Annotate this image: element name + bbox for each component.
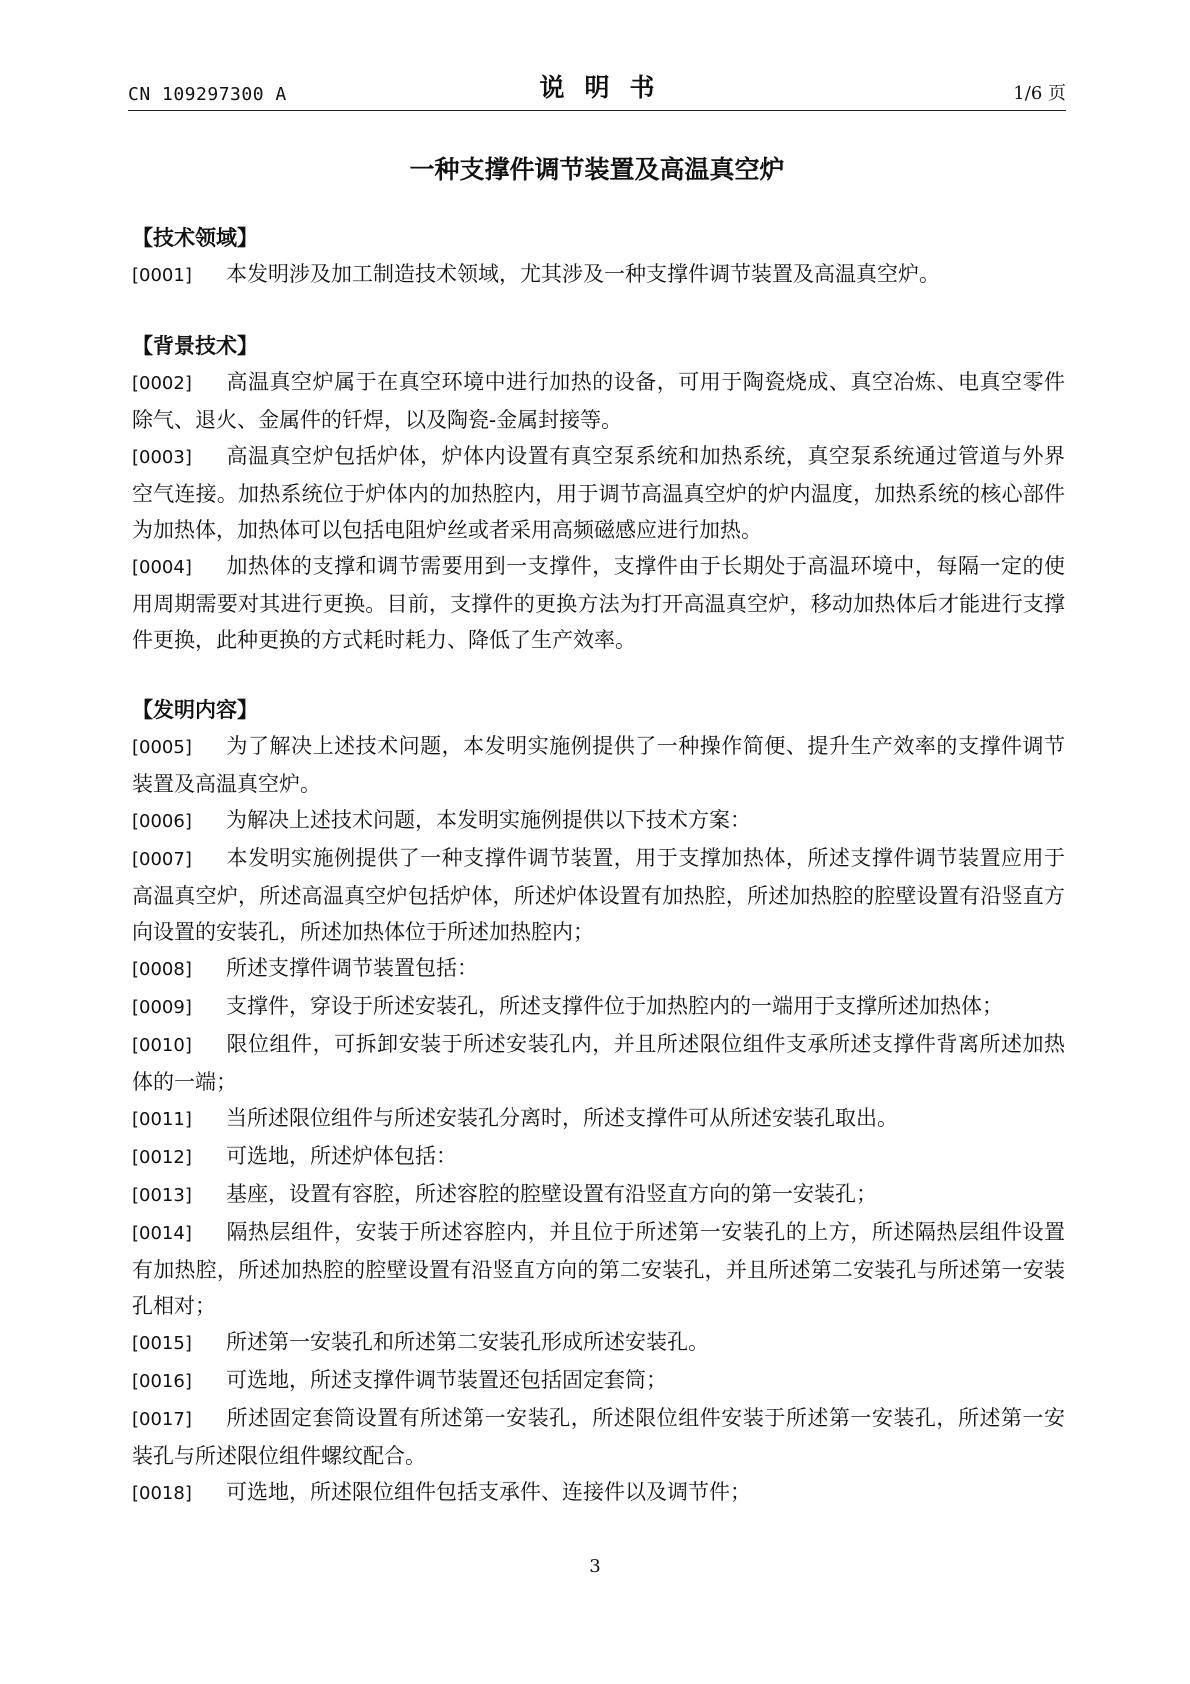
paragraph-number: [0015] <box>132 1333 192 1354</box>
paragraph-number: [0005] <box>132 737 192 758</box>
paragraph-number: [0009] <box>132 997 192 1018</box>
section <box>132 692 1065 1512</box>
section-heading: 【背景技术】 <box>132 334 258 358</box>
patent-number: CN 109297300 A <box>128 84 287 105</box>
paragraph-text: 加热体的支撑和调节需要用到一支撑件，支撑件由于长期处于高温环境中，每隔一定的使用周期需要对其进行更换。目前，支撑件的更换方法为打开高温真空炉，移动加热体后才能进行支撑件更换，此种更换的方式耗时耗力、降低了生产效率。 <box>132 554 1065 652</box>
document-body <box>132 220 1065 1512</box>
paragraph <box>132 840 1065 950</box>
paragraph <box>132 728 1065 802</box>
paragraph <box>132 438 1065 548</box>
document-title: 一种支撑件调节装置及高温真空炉 <box>409 155 785 184</box>
paragraph-number: [0004] <box>132 557 192 578</box>
paragraph-text: 限位组件，可拆卸安装于所述安装孔内，并且所述限位组件支承所述支撑件背离所述加热体的一端； <box>132 1032 1065 1094</box>
paragraph-number: [0003] <box>132 447 192 468</box>
section <box>132 328 1065 658</box>
paragraph <box>132 1362 1065 1400</box>
paragraph <box>132 256 1065 294</box>
paragraph-text: 所述固定套筒设置有所述第一安装孔，所述限位组件安装于所述第一安装孔，所述第一安装孔与所述限位组件螺纹配合。 <box>132 1406 1065 1468</box>
paragraph <box>132 1176 1065 1214</box>
page-fraction: 1/6 页 <box>1013 83 1066 104</box>
paragraph <box>132 802 1065 840</box>
paragraph <box>132 1214 1065 1324</box>
paragraph-text: 本发明涉及加工制造技术领域，尤其涉及一种支撑件调节装置及高温真空炉。 <box>226 262 940 286</box>
paragraph-number: [0007] <box>132 849 192 870</box>
paragraph-number: [0001] <box>132 265 192 286</box>
paragraph-text: 为了解决上述技术问题，本发明实施例提供了一种操作简便、提升生产效率的支撑件调节装置及高温真空炉。 <box>132 734 1065 796</box>
paragraph-text: 隔热层组件，安装于所述容腔内，并且位于所述第一安装孔的上方，所述隔热层组件设置有加热腔，所述加热腔的腔壁设置有沿竖直方向的第二安装孔，并且所述第二安装孔与所述第一安装孔相对； <box>132 1220 1065 1318</box>
page-header <box>128 64 1066 111</box>
paragraph-text: 可选地，所述炉体包括： <box>226 1144 457 1168</box>
paragraph-number: [0016] <box>132 1371 192 1392</box>
paragraph <box>132 1400 1065 1474</box>
paragraph <box>132 1474 1065 1512</box>
paragraph-text: 所述支撑件调节装置包括： <box>226 956 478 980</box>
paragraph-number: [0002] <box>132 373 192 394</box>
paragraph-number: [0012] <box>132 1147 192 1168</box>
paragraph <box>132 950 1065 988</box>
doc-type: 说明书 <box>539 73 675 102</box>
paragraph-number: [0013] <box>132 1185 192 1206</box>
section-heading: 【技术领域】 <box>132 226 258 250</box>
paragraph-text: 可选地，所述支撑件调节装置还包括固定套筒； <box>226 1368 667 1392</box>
paragraph-number: [0017] <box>132 1409 192 1430</box>
page-number: 3 <box>589 1556 601 1577</box>
paragraph-number: [0011] <box>132 1109 192 1130</box>
paragraph-text: 为解决上述技术问题，本发明实施例提供以下技术方案： <box>226 808 751 832</box>
paragraph <box>132 1138 1065 1176</box>
paragraph-text: 高温真空炉属于在真空环境中进行加热的设备，可用于陶瓷烧成、真空冶炼、电真空零件除气、退火、金属件的钎焊，以及陶瓷-金属封接等。 <box>132 370 1065 432</box>
paragraph-text: 本发明实施例提供了一种支撑件调节装置，用于支撑加热体，所述支撑件调节装置应用于高温真空炉，所述高温真空炉包括炉体，所述炉体设置有加热腔，所述加热腔的腔壁设置有沿竖直方向设置的安装孔，所述加热体位于所述加热腔内； <box>132 846 1065 944</box>
section-heading: 【发明内容】 <box>132 698 258 722</box>
paragraph-number: [0008] <box>132 959 192 980</box>
paragraph-number: [0014] <box>132 1223 192 1244</box>
paragraph <box>132 548 1065 658</box>
section <box>132 220 1065 294</box>
paragraph <box>132 1100 1065 1138</box>
paragraph <box>132 364 1065 438</box>
paragraph-number: [0006] <box>132 811 192 832</box>
paragraph-number: [0010] <box>132 1035 192 1056</box>
paragraph-text: 高温真空炉包括炉体，炉体内设置有真空泵系统和加热系统，真空泵系统通过管道与外界空气连接。加热系统位于炉体内的加热腔内，用于调节高温真空炉的炉内温度，加热系统的核心部件为加热体，加热体可以包括电阻炉丝或者采用高频磁感应进行加热。 <box>132 444 1065 542</box>
paragraph <box>132 1324 1065 1362</box>
paragraph-text: 所述第一安装孔和所述第二安装孔形成所述安装孔。 <box>226 1330 709 1354</box>
paragraph-text: 基座，设置有容腔，所述容腔的腔壁设置有沿竖直方向的第一安装孔； <box>226 1182 877 1206</box>
paragraph-text: 当所述限位组件与所述安装孔分离时，所述支撑件可从所述安装孔取出。 <box>226 1106 898 1130</box>
paragraph <box>132 1026 1065 1100</box>
paragraph-text: 可选地，所述限位组件包括支承件、连接件以及调节件； <box>226 1480 751 1504</box>
paragraph-text: 支撑件，穿设于所述安装孔，所述支撑件位于加热腔内的一端用于支撑所述加热体； <box>226 994 1003 1018</box>
paragraph-number: [0018] <box>132 1483 192 1504</box>
paragraph <box>132 988 1065 1026</box>
